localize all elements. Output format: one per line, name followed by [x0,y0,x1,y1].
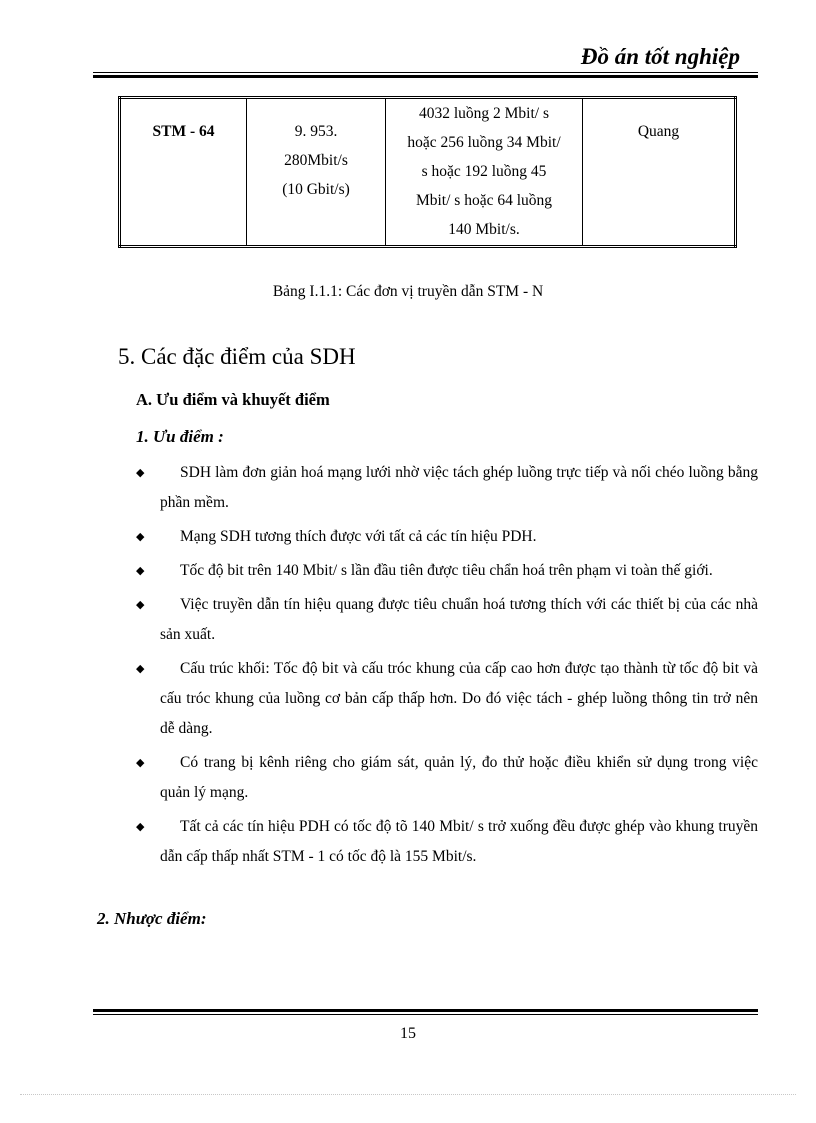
tributary-line: 4032 luồng 2 Mbit/ s [418,105,550,122]
diamond-bullet-icon: ◆ [136,531,145,543]
tributary-line: s hoặc 192 luồng 45 [421,163,547,180]
advantages-heading: 1. Ưu điểm : [136,427,224,446]
tributary-line: hoặc 256 luồng 34 Mbit/ [407,134,561,151]
advantages-list [136,458,758,876]
diamond-bullet-icon: ◆ [136,565,145,577]
rate-line: 280Mbit/s [284,152,348,169]
list-item [136,590,758,650]
diamond-bullet-icon: ◆ [136,599,145,611]
diamond-bullet-icon: ◆ [136,757,145,769]
list-item [136,458,758,518]
diamond-bullet-icon: ◆ [136,821,145,833]
diamond-bullet-icon: ◆ [136,663,145,675]
stm-table [118,96,737,248]
list-item [136,522,758,552]
list-item-text: SDH làm đơn giản hoá mạng lưới nhờ việc tách ghép luồng trực tiếp và nối chéo luồng bằng phần mềm. [160,464,758,511]
section-title: 5. Các đặc điểm của SDH [118,344,356,369]
footer-rule-top [93,1009,758,1012]
table-cell-tributaries [386,98,583,247]
table-row [120,98,736,247]
table-cell-medium: Quang [583,98,736,247]
list-item-text: Có trang bị kênh riêng cho giám sát, quản lý, đo thử hoặc điều khiển sử dụng trong việc quản lý mạng. [160,754,758,801]
table-cell-rate [247,98,386,247]
list-item-text: Việc truyền dẫn tín hiệu quang được tiêu chuẩn hoá tương thích với các thiết bị của các nhà sản xuất. [160,596,758,643]
footer-rule-bottom [93,1014,758,1015]
header-rule-bottom [93,75,758,78]
disadvantages-heading: 2. Nhược điểm: [97,909,207,928]
document-header-title: Đồ án tốt nghiệp [580,44,740,69]
list-item-text: Tất cả các tín hiệu PDH có tốc độ tõ 140 Mbit/ s trở xuống đều được ghép vào khung truyền dẫn cấp thấp nhất STM - 1 có tốc độ là 155 Mbit/s. [160,818,758,865]
list-item-text: Tốc độ bit trên 140 Mbit/ s lần đầu tiên được tiêu chẩn hoá trên phạm vi toàn thế giới. [180,562,713,579]
list-item [136,812,758,872]
subsection-heading: A. Ưu điểm và khuyết điểm [136,390,330,409]
page-number: 15 [400,1025,416,1042]
rate-line: 9. 953. [294,123,338,140]
header-rule-top [93,72,758,73]
list-item-text: Mạng SDH tương thích được với tất cả các tín hiệu PDH. [180,528,537,545]
list-item [136,748,758,808]
diamond-bullet-icon: ◆ [136,467,145,479]
table-caption: Bảng I.1.1: Các đơn vị truyền dẫn STM - N [272,283,544,300]
tributary-line: 140 Mbit/s. [448,221,520,238]
page-boundary-line [20,1094,796,1095]
rate-line: (10 Gbit/s) [282,181,350,198]
table-cell-level: STM - 64 [120,98,247,247]
tributary-line: Mbit/ s hoặc 64 luồng [415,192,553,209]
list-item [136,654,758,744]
list-item [136,556,758,586]
list-item-text: Cấu trúc khối: Tốc độ bit và cấu tróc khung của cấp cao hơn được tạo thành từ tốc độ bit và cấu tróc khung của luồng cơ bản cấp thấp hơn. Do đó việc tách - ghép luồng thông tin trở nên dễ dàng. [160,660,758,737]
